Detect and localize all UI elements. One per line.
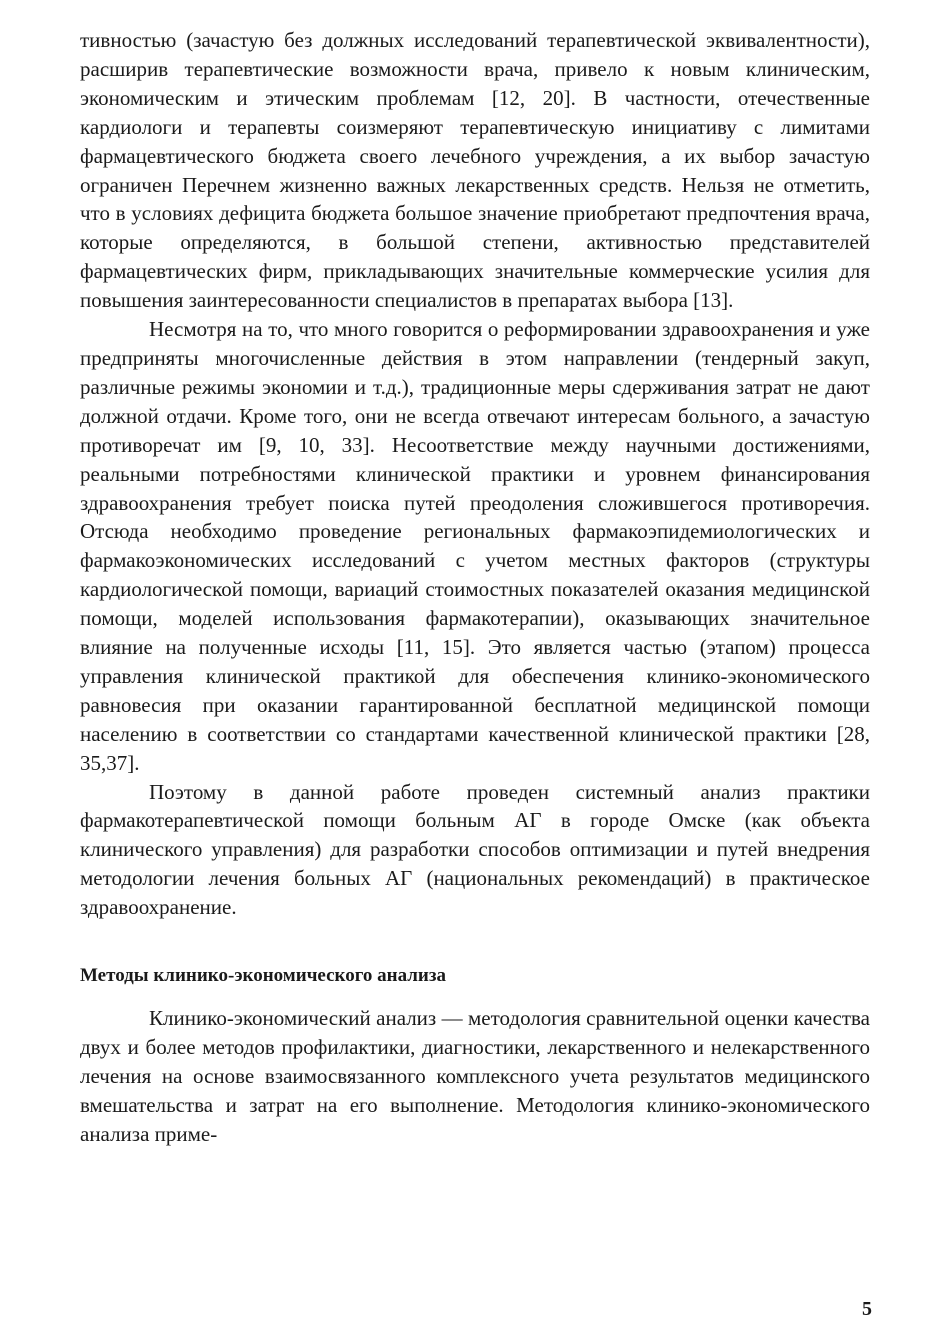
- paragraph-reform: Несмотря на то, что много говорится о реформировании здравоохранения и уже предприняты многочисленные действия в этом направлении (тендерный закуп, различные режимы экономии и т.д.), традиционные меры сдерживания затрат не дают должной отдачи. Кроме того, они не всегда отвечают интересам больного, а зачастую противоречат им [9, 10, 33]. Несоответствие между научными достижениями, реальными потребностями клинической практики и уровнем финансирования здравоохранения требует поиска путей преодоления сложившегося противоречия. Отсюда необходимо проведение региональных фармакоэпидемиологических и фармакоэкономических исследований с учетом местных факторов (структуры кардиологической помощи, вариаций стоимостных показателей оказания медицинской помощи, моделей использования фармакотерапии), оказывающих значительное влияние на полученные исходы [11, 15]. Это является частью (этапом) процесса управления клинической практикой для обеспечения клинико-экономического равновесия при оказании гарантированной бесплатной медицинской помощи населению в соответствии со стандартами качественной клинической практики [28, 35,37].: [80, 317, 870, 775]
- paragraph-methods: Клинико-экономический анализ — методология сравнительной оценки качества двух и более методов профилактики, диагностики, лекарственного и нелекарственного лечения на основе взаимосвязанного комплексного учета результатов медицинского вмешательства и затрат на его выполнение. Методология клинико-экономического анализа приме-: [80, 1006, 870, 1146]
- paragraph-analysis-goal: Поэтому в данной работе проведен системный анализ практики фармакотерапевтической помощи больным АГ в городе Омске (как объекта клинического управления) для разработки способов оптимизации и путей внедрения методологии лечения больных АГ (национальных рекомендаций) в практическое здравоохранение.: [80, 779, 870, 920]
- paragraph-continued: тивностью (зачастую без должных исследований терапевтической эквивалентности), расширив терапевтические возможности врача, привело к новым клиническим, экономическим и этическим проблемам [12, 20]. В частности, отечественные кардиологи и терапевты соизмеряют терапевтическую инициативу с лимитами фармацевтического бюджета своего лечебного учреждения, а их выбор зачастую ограничен Перечнем жизненно важных лекарственных средств. Нельзя не отметить, что в условиях дефицита бюджета большое значение приобретают предпочтения врача, которые определяются, в большой степени, активностью представителей фармацевтических фирм, прикладывающих значительные коммерческие усилия для повышения заинтересованности специалистов в препаратах выбора [13].: [80, 28, 870, 313]
- page-number: 5: [862, 1298, 872, 1320]
- section-heading: Методы клинико-экономического анализа: [80, 965, 446, 987]
- document-page: [80, 26, 870, 1149]
